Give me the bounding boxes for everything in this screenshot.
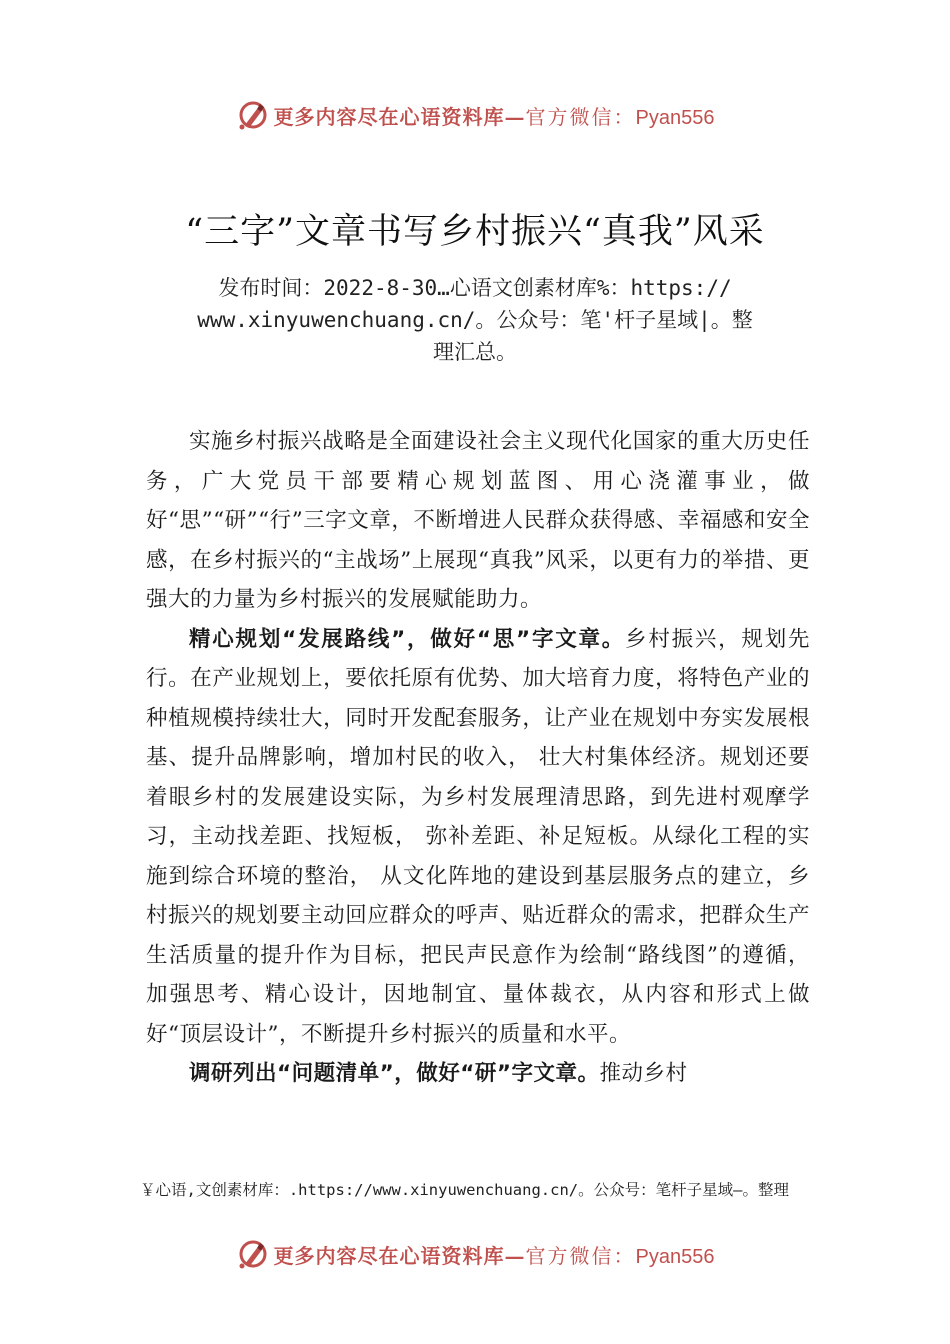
publish-info-line-2: www.xinyuwenchuang.cn/。公众号：笔'杆子星域|。整 bbox=[197, 308, 753, 332]
paragraph-research bbox=[146, 1054, 810, 1094]
banner-wechat-id: Pyan556 bbox=[635, 106, 715, 129]
banner-wechat-label: 官方微信： bbox=[525, 1243, 636, 1268]
banner-text bbox=[274, 101, 715, 130]
article-body bbox=[146, 422, 810, 1094]
publish-info-line-1: 发布时间：2022-8-30…心语文创素材库%：https:// bbox=[218, 276, 732, 300]
paragraph-plan bbox=[146, 620, 810, 1055]
pen-nib-logo-icon bbox=[236, 1237, 270, 1271]
banner-text bbox=[274, 1240, 715, 1269]
banner-dash: — bbox=[504, 1243, 526, 1268]
paragraph-intro-text: 实施乡村振兴战略是全面建设社会主义现代化国家的重大历史任务，广大党员干部要精心规划蓝图、用心浇灌事业，做好“思”“研”“行”三字文章，不断增进人民群众获得感、幸福感和安全感，在乡村振兴的“主战场”上展现“真我”风采，以更有力的举措、更强大的力量为乡村振兴的发展赋能助力。 bbox=[146, 429, 810, 612]
paragraph-research-heading: 调研列出“问题清单”，做好“研”字文章。 bbox=[189, 1061, 600, 1086]
banner-main: 更多内容尽在心语资料库 bbox=[273, 1243, 505, 1268]
banner-wechat-label: 官方微信： bbox=[525, 104, 636, 129]
publish-info-line-3: 理汇总。 bbox=[433, 340, 517, 364]
paragraph-research-text: 推动乡村 bbox=[599, 1061, 688, 1086]
footer-banner bbox=[0, 1234, 950, 1274]
banner-wechat-id: Pyan556 bbox=[635, 1245, 715, 1268]
page-footer-note: ￥心语,文创素材库：.https://www.xinyuwenchuang.cn/。公众号：笔杆子星域—。整理 bbox=[140, 1181, 789, 1199]
pen-nib-logo-icon bbox=[236, 98, 270, 132]
page-title: “三字”文章书写乡村振兴“真我”风采 bbox=[185, 212, 765, 252]
publish-info bbox=[150, 272, 800, 368]
paragraph-plan-heading: 精心规划“发展路线”，做好“思”字文章。 bbox=[189, 626, 626, 652]
paragraph-plan-text: 乡村振兴，规划先行。在产业规划上，要依托原有优势、加大培育力度，将特色产业的种植规模持续壮大，同时开发配套服务，让产业在规划中夯实发展根基、提升品牌影响，增加村民的收入， 壮大村集体经济。规划还要着眼乡村的发展建设实际，为乡村发展理清思路，到先进村观摩学习，主动找差距、找短板， 弥补差距、补足短板。从绿化工程的实施到综合环境的整治， 从文化阵地的建设到基层服务点的建立，乡村振兴的规划要主动回应群众的呼声、贴近群众的需求，把群众生产生活质量的提升作为目标，把民声民意作为绘制“路线图”的遵循， 加强思考、精心设计，因地制宜、量体裁衣，从内容和形式上做好“顶层设计”，不断提升乡村振兴的质量和水平。 bbox=[146, 626, 810, 1047]
banner-dash: — bbox=[504, 104, 526, 129]
header-banner bbox=[0, 95, 950, 135]
banner-main: 更多内容尽在心语资料库 bbox=[273, 104, 505, 129]
paragraph-intro bbox=[146, 422, 810, 620]
